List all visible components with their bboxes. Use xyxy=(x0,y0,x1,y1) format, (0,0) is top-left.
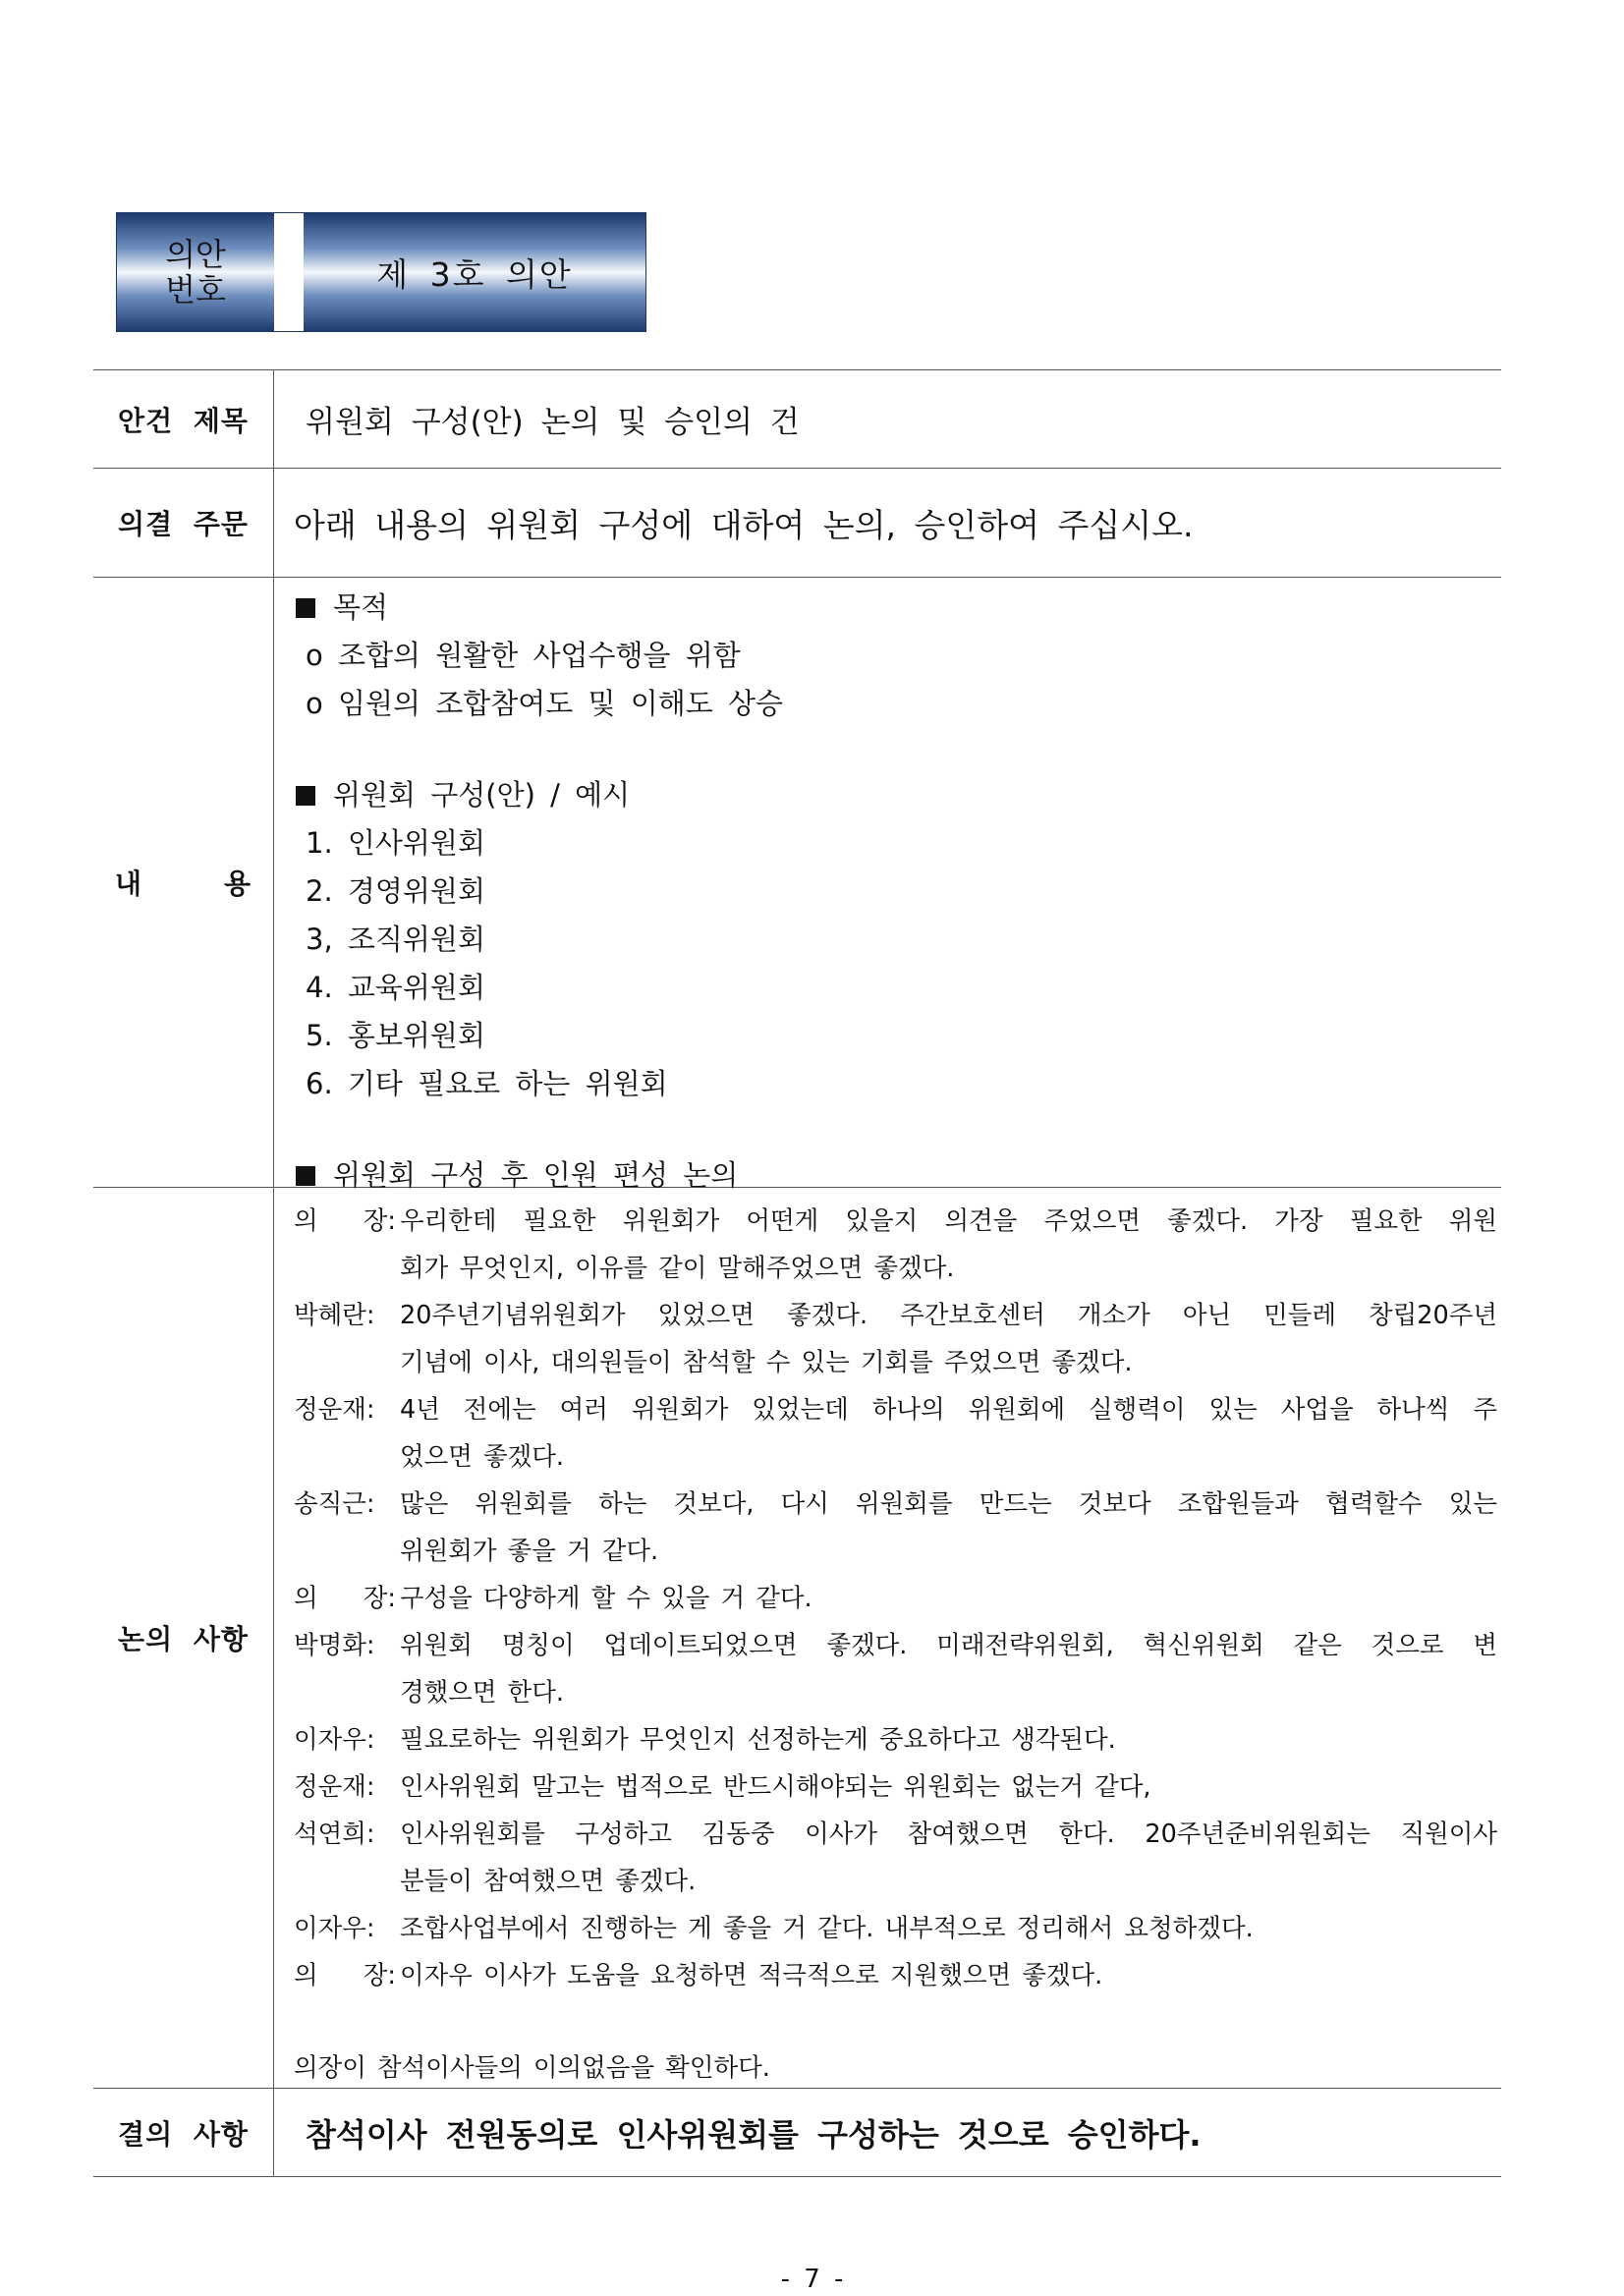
square-bullet-icon xyxy=(296,786,315,806)
agenda-number-badge xyxy=(116,212,646,332)
row-resolution xyxy=(93,2088,1501,2177)
statement-continued: 었으면 좋겠다. xyxy=(400,1442,565,1472)
resolution-label: 결의 사항 xyxy=(93,2089,274,2176)
final-heading-text: 위원회 구성 후 인원 편성 논의 xyxy=(333,1158,739,1192)
statement: 위원회 명칭이 업데이트되었으면 좋겠다. 미래전략위원회, 혁신위원회 같은 것으로 변 xyxy=(400,1631,1497,1660)
row-content xyxy=(93,577,1501,1192)
agenda-number-value: 제 3호 의안 xyxy=(304,213,645,331)
resolution-order-value: 아래 내용의 위원회 구성에 대하여 논의, 승인하여 주십시오. xyxy=(294,505,1194,544)
composition-item: 5. 홍보위원회 xyxy=(306,1019,485,1052)
statement: 필요로하는 위원회가 무엇인지 선정하는게 중요하다고 생각된다. xyxy=(400,1725,1116,1755)
discussion-body xyxy=(274,1188,1501,2088)
discussion-entry xyxy=(294,1292,1501,1339)
discussion-entry xyxy=(294,1952,1501,1999)
purpose-item: o 임원의 조합참여도 및 이해도 상승 xyxy=(306,687,784,720)
discussion-entry xyxy=(294,1905,1501,1952)
discussion-entry xyxy=(294,1575,1501,1622)
statement: 많은 위원회를 하는 것보다, 다시 위원회를 만드는 것보다 조합원들과 협력할수 있는 xyxy=(400,1489,1497,1519)
speaker: 의 장: xyxy=(294,1206,396,1236)
discussion-entry xyxy=(294,1811,1501,1858)
badge-divider xyxy=(274,213,304,331)
row-discussion xyxy=(93,1187,1501,2088)
content-label-text: 내 용 xyxy=(114,868,252,900)
agenda-table xyxy=(93,369,1501,2177)
speaker: 이자우: xyxy=(294,1725,375,1755)
statement: 이자우 이사가 도움을 요청하면 적극적으로 지원했으면 좋겠다. xyxy=(400,1961,1103,1990)
resolution-order-label: 의결 주문 xyxy=(93,469,274,577)
purpose-item: o 조합의 원활한 사업수행을 위함 xyxy=(306,639,741,672)
purpose-heading-text: 목적 xyxy=(333,590,389,624)
speaker: 박혜란: xyxy=(294,1301,375,1330)
statement-continued: 위원회가 좋을 거 같다. xyxy=(400,1537,659,1566)
statement-continued: 경했으면 한다. xyxy=(400,1678,565,1708)
speaker: 이자우: xyxy=(294,1914,375,1943)
row-resolution-order xyxy=(93,468,1501,577)
discussion-entry xyxy=(294,1716,1501,1764)
statement: 조합사업부에서 진행하는 게 좋을 거 같다. 내부적으로 정리해서 요청하겠다. xyxy=(400,1914,1254,1943)
speaker: 정운재: xyxy=(294,1395,375,1425)
speaker: 의 장: xyxy=(294,1961,396,1990)
speaker: 박명화: xyxy=(294,1631,375,1660)
square-bullet-icon xyxy=(296,598,315,618)
composition-item: 6. 기타 필요로 하는 위원회 xyxy=(306,1067,668,1100)
spacer xyxy=(294,1108,1501,1151)
discussion-conclusion: 의장이 참석이사들의 이의없음을 확인하다. xyxy=(294,2053,770,2083)
row-agenda-title xyxy=(93,369,1501,468)
statement: 인사위원회 말고는 법적으로 반드시해야되는 위원회는 없는거 같다, xyxy=(400,1772,1151,1802)
statement-continued: 기념에 이사, 대의원들이 참석할 수 있는 기회를 주었으면 좋겠다. xyxy=(400,1348,1133,1377)
agenda-title-value: 위원회 구성(안) 논의 및 승인의 건 xyxy=(306,405,800,440)
purpose-heading xyxy=(294,584,1501,632)
agenda-number-label-line1: 의안 xyxy=(165,236,226,273)
composition-item: 2. 경영위원회 xyxy=(306,874,485,908)
statement: 4년 전에는 여러 위원회가 있었는데 하나의 위원회에 실행력이 있는 사업을 하나씩 주 xyxy=(400,1395,1497,1425)
content-body xyxy=(274,578,1501,1192)
resolution-value: 참석이사 전원동의로 인사위원회를 구성하는 것으로 승인하다. xyxy=(306,2115,1202,2154)
composition-item: 4. 교육위원회 xyxy=(306,971,485,1004)
content-label xyxy=(93,578,274,1187)
composition-item: 1. 인사위원회 xyxy=(306,826,485,860)
agenda-number-label-line2: 번호 xyxy=(165,271,226,308)
page-number: - 7 - xyxy=(780,2265,844,2294)
speaker: 송직근: xyxy=(294,1489,375,1519)
speaker: 의 장: xyxy=(294,1584,396,1613)
agenda-title-label: 안건 제목 xyxy=(93,370,274,468)
agenda-number-label xyxy=(117,213,274,331)
speaker: 석연희: xyxy=(294,1820,375,1849)
speaker: 정운재: xyxy=(294,1772,375,1802)
statement: 20주년기념위원회가 있었으면 좋겠다. 주간보호센터 개소가 아닌 민들레 창립20주년 xyxy=(400,1301,1497,1330)
composition-heading xyxy=(294,771,1501,819)
discussion-entry xyxy=(294,1764,1501,1811)
discussion-entry xyxy=(294,1481,1501,1528)
discussion-entry xyxy=(294,1198,1501,1245)
square-bullet-icon xyxy=(296,1166,315,1186)
statement: 우리한테 필요한 위원회가 어떤게 있을지 의견을 주었으면 좋겠다. 가장 필요한 위원 xyxy=(400,1206,1497,1236)
spacer xyxy=(294,728,1501,771)
discussion-label: 논의 사항 xyxy=(93,1188,274,2088)
discussion-entry xyxy=(294,1622,1501,1669)
statement-continued: 분들이 참여했으면 좋겠다. xyxy=(400,1867,697,1896)
composition-item: 3, 조직위원회 xyxy=(306,923,485,956)
discussion-entry xyxy=(294,1386,1501,1433)
statement: 구성을 다양하게 할 수 있을 거 같다. xyxy=(400,1584,812,1613)
statement-continued: 회가 무엇인지, 이유를 같이 말해주었으면 좋겠다. xyxy=(400,1254,955,1283)
spacer xyxy=(294,1999,1501,2044)
statement: 인사위원회를 구성하고 김동중 이사가 참여했으면 한다. 20주년준비위원회는 직원이사 xyxy=(400,1820,1497,1849)
composition-heading-text: 위원회 구성(안) / 예시 xyxy=(333,778,631,812)
